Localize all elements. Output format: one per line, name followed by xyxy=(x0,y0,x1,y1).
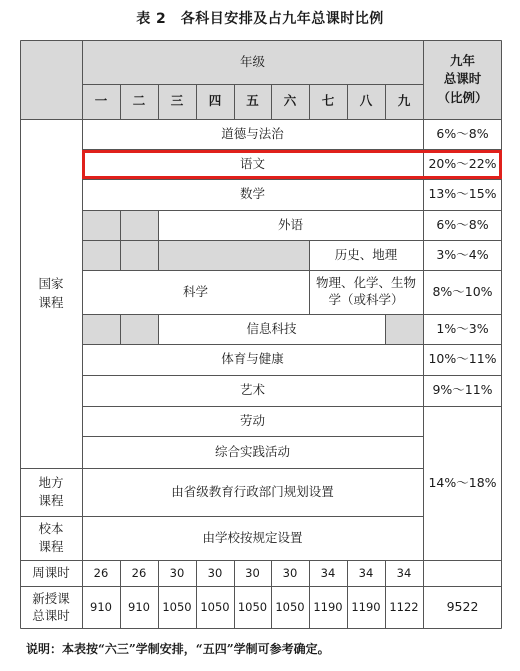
subject-school: 由学校按规定设置 xyxy=(202,529,303,545)
ratio-math: 13%～15% xyxy=(428,186,497,202)
new-hours-value: 1050 xyxy=(162,600,192,615)
subject-science: 科学 xyxy=(182,283,208,299)
ratio-combined: 14%～18% xyxy=(428,474,497,490)
weekly-hours-value: 30 xyxy=(245,565,260,580)
weekly-hours-value: 26 xyxy=(131,565,147,580)
weekly-hours-value: 30 xyxy=(207,565,223,580)
subject-history: 历史、地理 xyxy=(334,246,398,262)
new-hours-value: 1050 xyxy=(200,600,230,615)
new-hours-value: 1050 xyxy=(275,600,305,615)
ratio-moral: 6%～8% xyxy=(436,125,489,141)
subject-math: 数学 xyxy=(239,186,265,202)
curriculum-table xyxy=(20,40,502,629)
new-hours-value: 1190 xyxy=(351,600,381,615)
table-title: 表 2 各科目安排及占九年总课时比例 xyxy=(136,11,384,27)
subject-foreign: 外语 xyxy=(277,216,303,232)
new-hours-total: 9522 xyxy=(446,599,479,615)
grade-header-cell: 八 xyxy=(347,84,385,119)
weekly-hours-value: 34 xyxy=(396,565,412,580)
ratio-history: 3%～4% xyxy=(436,246,489,262)
grade-header-cell: 二 xyxy=(120,84,158,119)
ratio-it: 1%～3% xyxy=(436,320,489,336)
ratio-science: 8%～10% xyxy=(432,283,493,299)
subject-chinese: 语文 xyxy=(239,155,265,171)
grade-header-cell: 九 xyxy=(385,84,423,119)
ratio-art: 9%～11% xyxy=(432,382,493,398)
subject-moral: 道德与法治 xyxy=(221,125,284,141)
weekly-hours-value: 30 xyxy=(282,565,298,580)
grade-header-cell: 七 xyxy=(309,84,347,119)
weekly-hours-value: 26 xyxy=(93,565,109,580)
weekly-hours-label: 周课时 xyxy=(32,564,70,580)
grade-header-cell: 一 xyxy=(82,84,120,119)
weekly-hours-value: 30 xyxy=(169,565,185,580)
ratio-foreign: 6%～8% xyxy=(436,216,489,232)
header-total-cell: 九年 总课时 （比例） xyxy=(423,40,502,119)
table-note: 说明：本表按“六三”学制安排，“五四”学制可参考确定。 xyxy=(26,642,330,656)
new-hours-value: 1050 xyxy=(237,600,268,615)
category-school: 校本 课程 xyxy=(38,520,64,554)
table-grid-lines xyxy=(20,40,502,629)
subject-it: 信息科技 xyxy=(246,320,297,336)
category-local: 地方 课程 xyxy=(38,474,64,508)
subject-art: 艺术 xyxy=(239,382,265,398)
weekly-hours-value: 34 xyxy=(358,565,374,580)
new-hours-value: 1122 xyxy=(389,600,419,615)
subject-local: 由省级教育行政部门规划设置 xyxy=(171,483,334,499)
category-national: 国家 课程 xyxy=(38,276,64,310)
new-hours-value: 910 xyxy=(128,600,150,615)
new-hours-value: 1190 xyxy=(313,600,343,615)
grade-header-cell: 六 xyxy=(271,84,309,119)
new-hours-label: 新授课 总课时 xyxy=(32,590,70,623)
subject-pe: 体育与健康 xyxy=(221,351,284,367)
new-hours-value: 910 xyxy=(90,600,112,615)
grade-header-cell: 五 xyxy=(234,84,271,119)
subject-practice: 综合实践活动 xyxy=(214,443,290,459)
grade-header-cell: 三 xyxy=(158,84,196,119)
ratio-chinese: 20%～22% xyxy=(428,155,497,171)
header-grade-cell: 年级 xyxy=(82,40,423,84)
weekly-hours-value: 34 xyxy=(320,565,336,580)
grade-header-cell: 四 xyxy=(196,84,234,119)
subject-physics-chem-bio: 物理、化学、生物 学（或科学） xyxy=(315,275,416,307)
subject-labor: 劳动 xyxy=(239,412,265,428)
ratio-pe: 10%～11% xyxy=(428,351,497,367)
